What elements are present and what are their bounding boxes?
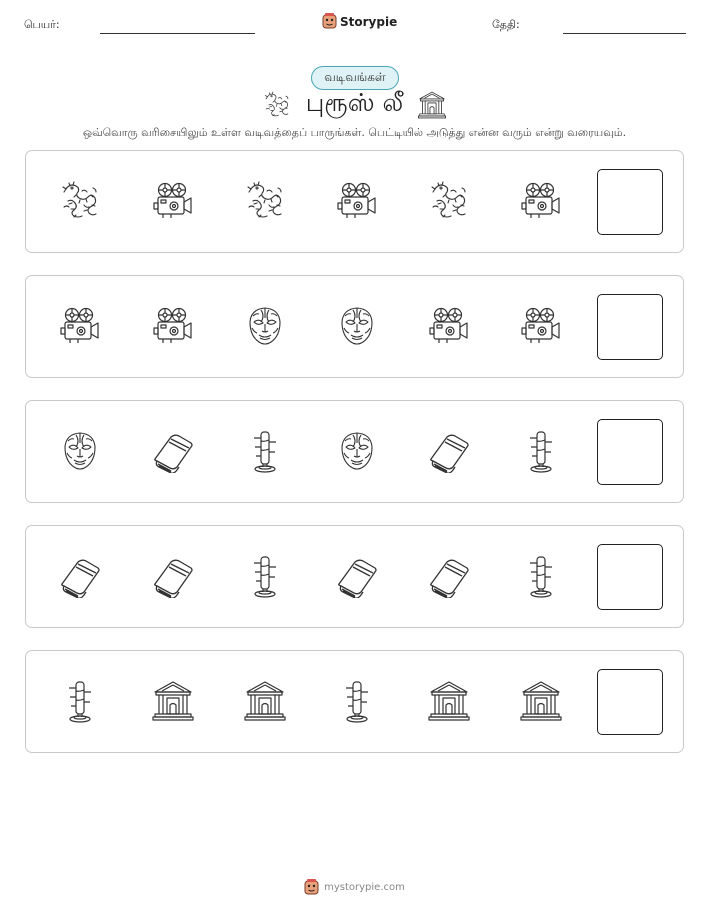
dummy-icon bbox=[335, 679, 379, 723]
storypie-mascot-icon bbox=[304, 879, 319, 896]
brand-name: Storypie bbox=[340, 14, 398, 29]
dummy-icon bbox=[519, 554, 563, 598]
answer-box[interactable] bbox=[597, 169, 663, 235]
mask-icon bbox=[335, 429, 379, 473]
book-icon bbox=[58, 554, 102, 598]
answer-box[interactable] bbox=[597, 419, 663, 485]
page-title bbox=[0, 88, 709, 121]
date-label: தேதி: bbox=[492, 18, 520, 31]
book-icon bbox=[427, 429, 471, 473]
dummy-icon bbox=[519, 429, 563, 473]
camera-icon bbox=[519, 179, 563, 223]
mask-icon bbox=[243, 304, 287, 348]
dummy-icon bbox=[243, 554, 287, 598]
brand-logo bbox=[322, 13, 397, 30]
footer-url: mystorypie.com bbox=[324, 882, 405, 893]
pattern-row-2 bbox=[25, 275, 684, 378]
book-icon bbox=[151, 554, 195, 598]
answer-box[interactable] bbox=[597, 669, 663, 735]
pattern-row-5 bbox=[25, 650, 684, 753]
mask-icon bbox=[335, 304, 379, 348]
camera-icon bbox=[335, 179, 379, 223]
storypie-mascot-icon bbox=[322, 13, 337, 30]
name-line bbox=[100, 33, 255, 34]
dragon-icon bbox=[58, 179, 102, 223]
name-label: பெயர்: bbox=[24, 18, 60, 31]
temple-icon bbox=[151, 679, 195, 723]
camera-icon bbox=[58, 304, 102, 348]
book-icon bbox=[335, 554, 379, 598]
temple-icon bbox=[427, 679, 471, 723]
mask-icon bbox=[58, 429, 102, 473]
temple-icon bbox=[243, 679, 287, 723]
book-icon bbox=[151, 429, 195, 473]
pattern-row-4 bbox=[25, 525, 684, 628]
category-badge: வடிவங்கள் bbox=[311, 66, 399, 90]
camera-icon bbox=[427, 304, 471, 348]
dummy-icon bbox=[243, 429, 287, 473]
pattern-row-1 bbox=[25, 150, 684, 253]
answer-box[interactable] bbox=[597, 294, 663, 360]
dragon-icon bbox=[427, 179, 471, 223]
temple-icon bbox=[417, 90, 447, 120]
camera-icon bbox=[151, 304, 195, 348]
dragon-icon bbox=[262, 90, 292, 120]
title-text: புரூஸ் லீ bbox=[305, 88, 404, 117]
camera-icon bbox=[519, 304, 563, 348]
dummy-icon bbox=[58, 679, 102, 723]
footer bbox=[0, 879, 709, 896]
answer-box[interactable] bbox=[597, 544, 663, 610]
temple-icon bbox=[519, 679, 563, 723]
date-line bbox=[563, 33, 686, 34]
camera-icon bbox=[151, 179, 195, 223]
pattern-row-3 bbox=[25, 400, 684, 503]
instruction-text: ஒவ்வொரு வரிசையிலும் உள்ள வடிவத்தைப் பாருங்கள். பெட்டியில் அடுத்து என்ன வரும் என்று வரையவும். bbox=[82, 126, 627, 139]
dragon-icon bbox=[243, 179, 287, 223]
book-icon bbox=[427, 554, 471, 598]
